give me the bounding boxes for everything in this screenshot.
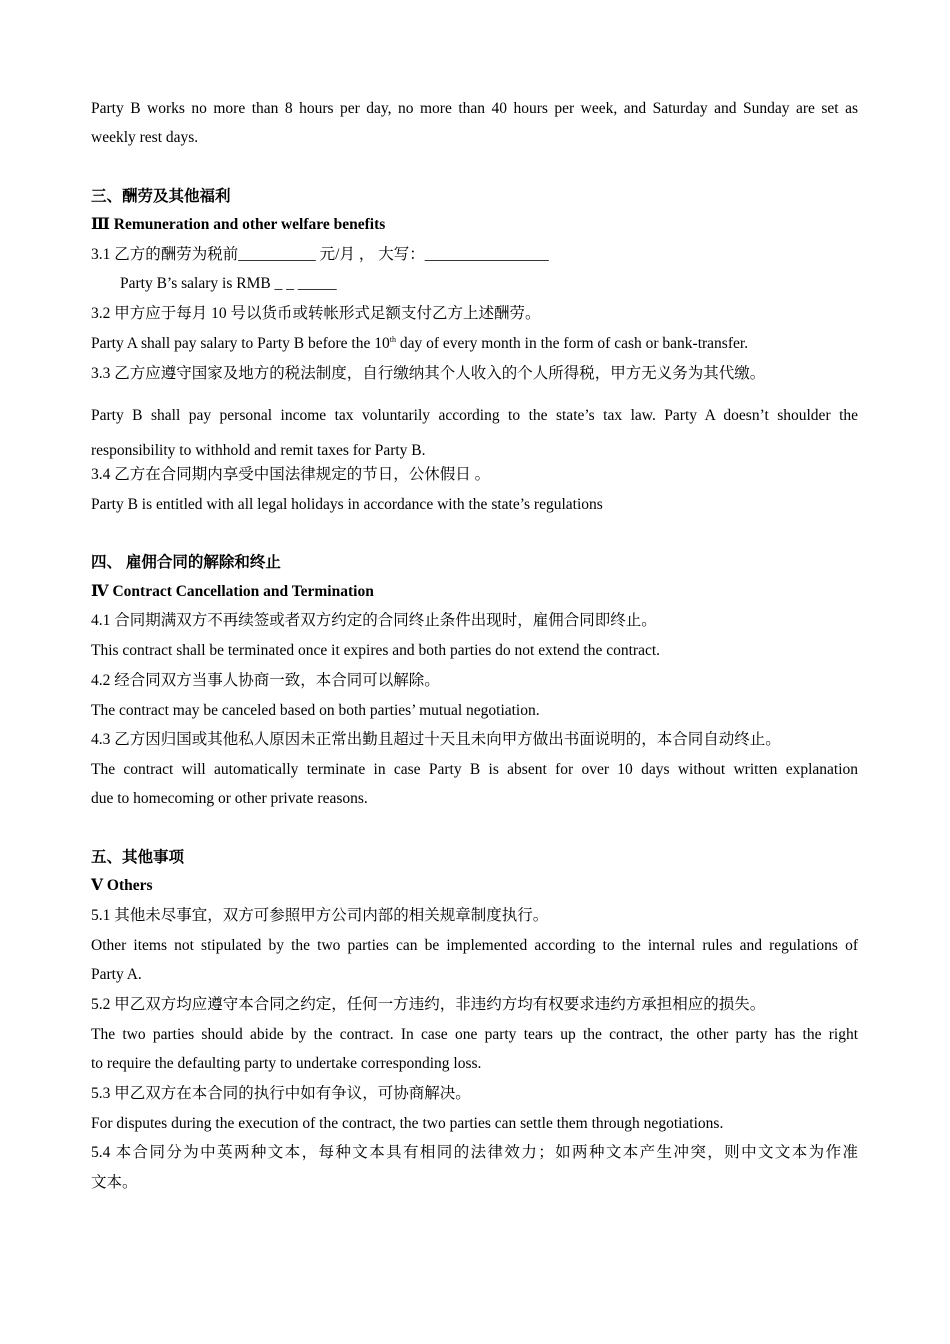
clause-3-1-text-b: 元/月 ， 大写： bbox=[315, 246, 425, 263]
clause-3-1-cn bbox=[91, 245, 858, 265]
section-4-heading-cn: 四、 雇佣合同的解除和终止 bbox=[91, 554, 281, 571]
clause-3-1-en bbox=[120, 274, 858, 294]
section-4-heading-en: Ⅳ Contract Cancellation and Termination bbox=[91, 583, 374, 600]
clause-3-1-text-a: 3.1 乙方的酬劳为税前 bbox=[91, 246, 239, 263]
clause-3-3-en-line-2: responsibility to withhold and remit taxes for Party B. bbox=[91, 442, 426, 459]
clause-5-1-en-line-1: Other items not stipulated by the two parties can be implemented according to the internal rules and regulations of bbox=[91, 937, 858, 954]
clause-5-1-cn: 5.1 其他未尽事宜，双方可参照甲方公司内部的相关规章制度执行。 bbox=[91, 907, 549, 924]
clause-5-4-cn-line-1: 5.4 本合同分为中英两种文本，每种文本具有相同的法律效力；如两种文本产生冲突，则中文文本为作准 bbox=[91, 1144, 858, 1161]
clause-5-2-en-line-2: to require the defaulting party to undertake corresponding loss. bbox=[91, 1055, 482, 1072]
clause-5-4-cn-line-2: 文本。 bbox=[91, 1174, 138, 1191]
salary-blank: __________ bbox=[238, 246, 316, 263]
clause-3-2-cn: 3.2 甲方应于每月 10 号以货币或转帐形式足额支付乙方上述酬劳。 bbox=[91, 305, 541, 322]
clause-4-3-en-line-2: due to homecoming or other private reasons. bbox=[91, 790, 368, 807]
clause-3-1-en-text: Party B’s salary is RMB bbox=[120, 275, 275, 292]
ordinal-suffix: th bbox=[389, 334, 396, 344]
clause-4-1-cn: 4.1 合同期满双方不再续签或者双方约定的合同终止条件出现时，雇佣合同即终止。 bbox=[91, 612, 657, 629]
clause-3-2-en-text-a: Party A shall pay salary to Party B before the 10 bbox=[91, 335, 390, 352]
clause-3-3-cn: 3.3 乙方应遵守国家及地方的税法制度，自行缴纳其个人收入的个人所得税，甲方无义务为其代缴。 bbox=[91, 365, 766, 382]
clause-4-3-cn: 4.3 乙方因归国或其他私人原因未正常出勤且超过十天且未向甲方做出书面说明的，本合同自动终止。 bbox=[91, 731, 781, 748]
clause-3-2-en-text-b: day of every month in the form of cash or bank-transfer. bbox=[395, 335, 749, 352]
clause-4-2-cn: 4.2 经合同双方当事人协商一致，本合同可以解除。 bbox=[91, 672, 440, 689]
section-5-heading-en: Ⅴ Others bbox=[91, 877, 153, 894]
clause-5-2-cn: 5.2 甲乙双方均应遵守本合同之约定，任何一方违约，非违约方均有权要求违约方承担相应的损失。 bbox=[91, 996, 766, 1013]
working-hours-line-1: Party B works no more than 8 hours per day, no more than 40 hours per week, and Saturday and Sunday are set as bbox=[91, 100, 858, 117]
clause-3-4-cn: 3.4 乙方在合同期内享受中国法律规定的节日，公休假日 。 bbox=[91, 466, 491, 483]
clause-4-2-en: The contract may be canceled based on both parties’ mutual negotiation. bbox=[91, 702, 540, 719]
clause-3-2-en bbox=[91, 334, 858, 354]
clause-3-4-en: Party B is entitled with all legal holidays in accordance with the state’s regulations bbox=[91, 496, 603, 513]
clause-5-3-en: For disputes during the execution of the contract, the two parties can settle them through negotiations. bbox=[91, 1115, 724, 1132]
section-3-heading-en: Ⅲ Remuneration and other welfare benefits bbox=[91, 216, 386, 233]
section-5-heading-cn: 五、其他事项 bbox=[91, 849, 185, 866]
clause-4-1-en: This contract shall be terminated once it expires and both parties do not extend the contract. bbox=[91, 642, 661, 659]
clause-5-3-cn: 5.3 甲乙双方在本合同的执行中如有争议，可协商解决。 bbox=[91, 1085, 471, 1102]
clause-5-2-en-line-1: The two parties should abide by the contract. In case one party tears up the contract, the other party has the right bbox=[91, 1026, 858, 1043]
clause-3-3-en-line-1: Party B shall pay personal income tax voluntarily according to the state’s tax law. Party A doesn’t shoulder the bbox=[91, 407, 858, 424]
clause-4-3-en-line-1: The contract will automatically terminate in case Party B is absent for over 10 days without written explanation bbox=[91, 761, 858, 778]
working-hours-line-2: weekly rest days. bbox=[91, 129, 199, 146]
salary-words-blank: ________________ bbox=[424, 246, 549, 263]
section-3-heading-cn: 三、酬劳及其他福利 bbox=[91, 188, 231, 205]
salary-rmb-blank: _ _ _____ bbox=[274, 275, 337, 292]
clause-5-1-en-line-2: Party A. bbox=[91, 966, 142, 983]
